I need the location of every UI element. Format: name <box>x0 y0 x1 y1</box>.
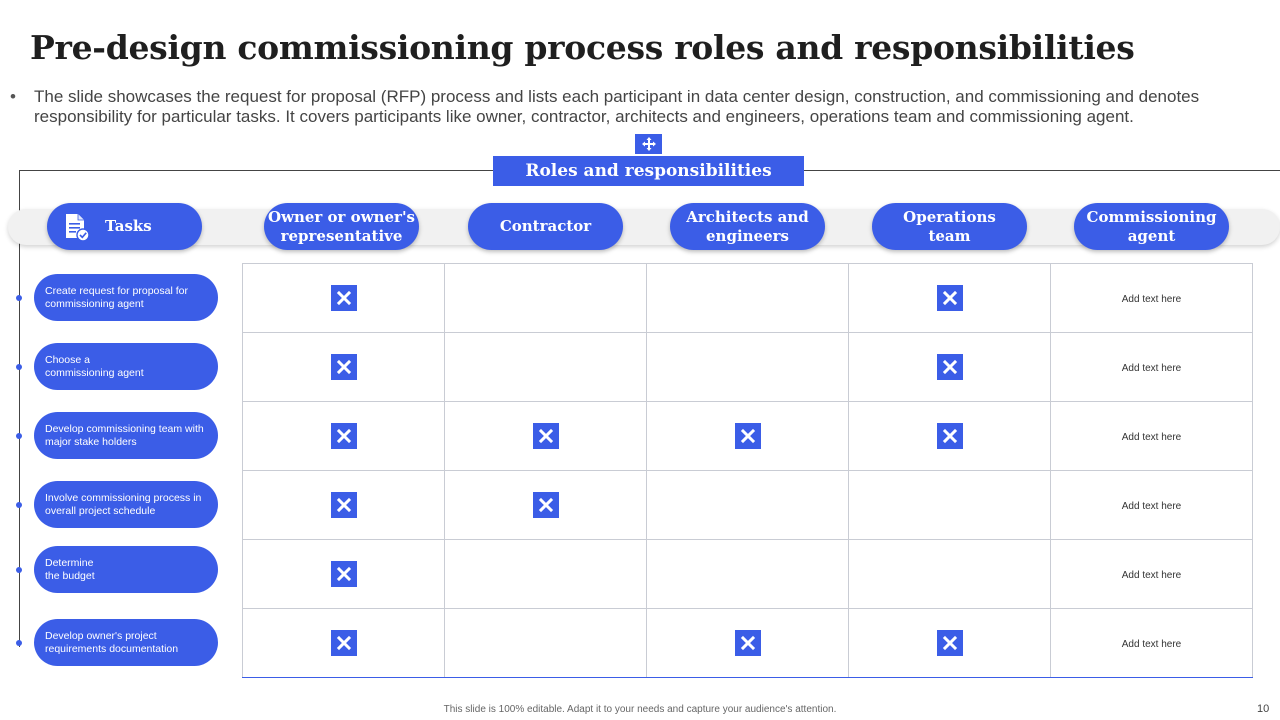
roles-banner: Roles and responsibilities <box>493 156 804 186</box>
matrix-cell <box>849 333 1051 402</box>
task-item <box>34 481 218 528</box>
matrix-cell <box>445 540 647 609</box>
agent-placeholder-text: Add text here <box>1121 639 1182 650</box>
timeline-dot <box>16 640 22 646</box>
agent-cell <box>1051 609 1253 678</box>
agent-placeholder-text: Add text here <box>1121 501 1182 512</box>
matrix-row <box>243 471 1253 540</box>
task-label: Determine the budget <box>45 556 95 582</box>
role-header-commissioning-agent: Commissioning agent <box>1074 203 1229 250</box>
matrix-cell <box>849 402 1051 471</box>
timeline-dot <box>16 567 22 573</box>
x-mark-icon <box>331 492 357 518</box>
task-item <box>34 343 218 390</box>
matrix-cell <box>243 471 445 540</box>
bullet-marker: • <box>10 87 16 106</box>
matrix-cell <box>445 609 647 678</box>
x-mark-icon <box>735 630 761 656</box>
slide-description: The slide showcases the request for proposal (RFP) process and lists each participant in data center design, construction, and commissioning and denotes responsibility for particular tasks. It covers participants like owner, contractor, architects and engineers, operations team and commissioning agent. <box>34 87 1200 126</box>
matrix-cell <box>647 471 849 540</box>
role-header-architects: Architects and engineers <box>670 203 825 250</box>
matrix-cell <box>243 540 445 609</box>
x-mark-icon <box>937 354 963 380</box>
task-label: Create request for proposal for commissioning agent <box>45 284 188 310</box>
matrix-cell <box>647 333 849 402</box>
matrix-row <box>243 609 1253 678</box>
matrix-cell <box>243 402 445 471</box>
agent-cell <box>1051 540 1253 609</box>
task-item <box>34 546 218 593</box>
task-label: Develop commissioning team with major stake holders <box>45 422 204 448</box>
x-mark-icon <box>331 561 357 587</box>
matrix-cell <box>647 264 849 333</box>
matrix-cell <box>647 540 849 609</box>
role-header-contractor: Contractor <box>468 203 623 250</box>
matrix-cell <box>243 333 445 402</box>
matrix-cell <box>445 471 647 540</box>
timeline-dot <box>16 364 22 370</box>
footer-note: This slide is 100% editable. Adapt it to your needs and capture your audience's attention. <box>443 704 837 715</box>
matrix-cell <box>849 609 1051 678</box>
agent-placeholder-text: Add text here <box>1121 363 1182 374</box>
role-header-operations: Operations team <box>872 203 1027 250</box>
tasks-header-pill <box>47 203 202 250</box>
timeline-dot <box>16 295 22 301</box>
agent-placeholder-text: Add text here <box>1121 294 1182 305</box>
x-mark-icon <box>937 285 963 311</box>
frame-top-line-right <box>803 170 1280 171</box>
slide-title: Pre-design commissioning process roles and responsibilities <box>30 28 1135 67</box>
x-mark-icon <box>735 423 761 449</box>
task-label: Develop owner's project requirements documentation <box>45 629 179 655</box>
role-header-owner: Owner or owner's representative <box>264 203 419 250</box>
timeline-dot <box>16 433 22 439</box>
matrix-row <box>243 333 1253 402</box>
x-mark-icon <box>533 492 559 518</box>
tasks-header-label: Tasks <box>105 217 152 235</box>
matrix-cell <box>445 333 647 402</box>
x-mark-icon <box>937 630 963 656</box>
matrix-row <box>243 402 1253 471</box>
document-check-icon <box>63 212 91 242</box>
task-label: Involve commissioning process in overall project schedule <box>45 491 202 517</box>
matrix-cell <box>849 471 1051 540</box>
matrix-row <box>243 540 1253 609</box>
task-label: Choose a commissioning agent <box>45 353 144 379</box>
agent-placeholder-text: Add text here <box>1121 432 1182 443</box>
matrix-row <box>243 264 1253 333</box>
x-mark-icon <box>331 354 357 380</box>
x-mark-icon <box>533 423 559 449</box>
task-item <box>34 412 218 459</box>
matrix-cell <box>849 540 1051 609</box>
agent-placeholder-text: Add text here <box>1121 570 1182 581</box>
matrix-cell <box>445 402 647 471</box>
frame-top-line-left <box>19 170 494 171</box>
x-mark-icon <box>937 423 963 449</box>
agent-cell <box>1051 333 1253 402</box>
matrix-cell <box>445 264 647 333</box>
task-item <box>34 274 218 321</box>
agent-cell <box>1051 402 1253 471</box>
matrix-cell <box>647 402 849 471</box>
x-mark-icon <box>331 630 357 656</box>
matrix-cell <box>243 264 445 333</box>
x-mark-icon <box>331 423 357 449</box>
responsibility-matrix <box>242 263 1253 678</box>
task-item <box>34 619 218 666</box>
move-arrows-icon[interactable] <box>635 134 662 154</box>
agent-cell <box>1051 471 1253 540</box>
timeline-dot <box>16 502 22 508</box>
x-mark-icon <box>331 285 357 311</box>
matrix-cell <box>243 609 445 678</box>
matrix-cell <box>849 264 1051 333</box>
agent-cell <box>1051 264 1253 333</box>
page-number: 10 <box>1257 703 1270 715</box>
matrix-cell <box>647 609 849 678</box>
